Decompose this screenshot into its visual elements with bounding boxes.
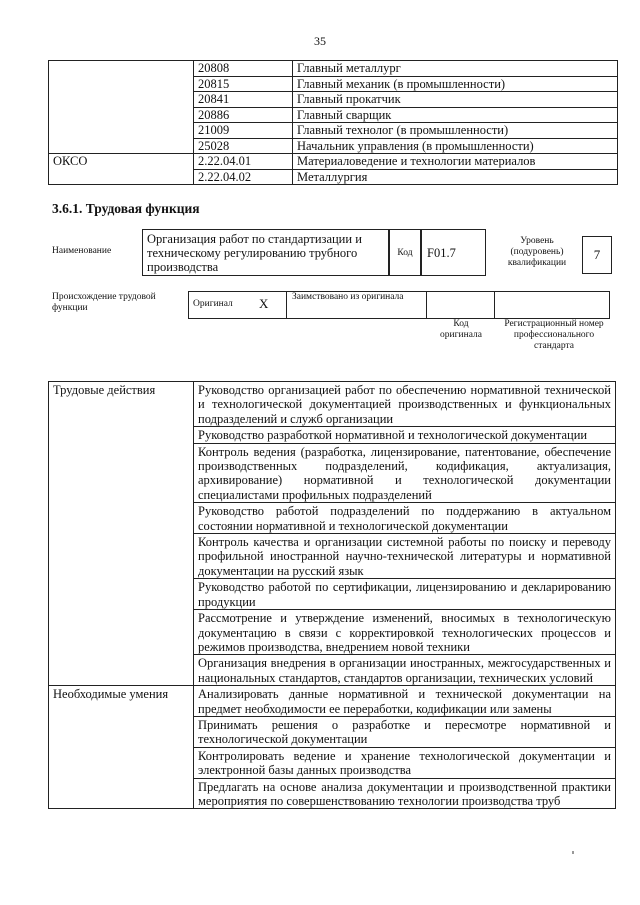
group-cell [49, 61, 194, 154]
code-value-box [420, 229, 486, 276]
name-cell: Металлургия [293, 169, 618, 185]
row-label: Трудовые действия [49, 382, 194, 686]
table-row [49, 154, 618, 170]
list-item: Руководство работой подразделений по поддержанию в актуальном состоянии нормативной и технологической документации [194, 503, 616, 534]
name-label: Наименование [52, 246, 112, 256]
page-number: 35 [314, 34, 326, 48]
level-value-box [582, 236, 612, 274]
group-cell: ОКСО [49, 154, 194, 185]
list-item: Контроль качества и организации системной работы по поиску и переводу профильной иностранной научно-технической литературы и нормативной документации на русский язык [194, 534, 616, 579]
name-value: Организация работ по стандартизации и техническому регулированию трубного производства [147, 232, 362, 274]
code-caption: Код оригинала [440, 319, 482, 340]
level-label: Уровень (подуровень) квалификации [507, 236, 567, 268]
list-item: Принимать решения о разработке и пересмотре нормативной и технологической документации [194, 716, 616, 747]
name-cell: Главный металлург [293, 61, 618, 77]
list-item: Предлагать на основе анализа документации и производственной практики мероприятия по совершенствованию технологии производства труб [194, 778, 616, 809]
code-cell: 2.22.04.01 [194, 154, 293, 170]
origin-divider [494, 291, 495, 318]
original-label: Оригинал [193, 299, 233, 309]
list-item: Руководство разработкой нормативной и технологической документации [194, 427, 616, 443]
name-value-box [142, 229, 390, 276]
code-cell: 20841 [194, 92, 293, 108]
origin-divider [426, 291, 427, 318]
code-cell: 20815 [194, 76, 293, 92]
name-cell: Главный прокатчик [293, 92, 618, 108]
reg-caption: Регистрационный номер профессионального стандарта [504, 319, 604, 351]
list-item: Анализировать данные нормативной и технической документации на предмет необходимости ее переработки, кодификации или замены [194, 686, 616, 717]
original-mark: X [259, 296, 269, 311]
level-value: 7 [593, 247, 601, 262]
code-cell: 21009 [194, 123, 293, 139]
list-item: Руководство организацией работ по обеспечению нормативной технической и технологической документацией производственных и функциональных подразделений и служб организации [194, 382, 616, 427]
name-cell: Материаловедение и технологии материалов [293, 154, 618, 170]
list-item: Контроль ведения (разработка, лицензирование, патентование, обеспечение производственных подразделений, кодификация, актуализация, архивирование) нормативной и технологической документации специалистами профильных подразделений [194, 443, 616, 503]
code-cell: 20808 [194, 61, 293, 77]
list-item: Контролировать ведение и хранение технологической документации и электронной базы данных производства [194, 747, 616, 778]
list-item: Рассмотрение и утверждение изменений, вносимых в технологическую документацию в связи с корректировкой технологических процессов и режимов производства, внедрением новой техники [194, 610, 616, 655]
name-cell: Главный механик (в промышленности) [293, 76, 618, 92]
list-item: Организация внедрения в организации иностранных, межгосударственных и национальных стандартов, стандартов организации, технических условий [194, 655, 616, 686]
borrowed-label: Заимствовано из оригинала [292, 292, 404, 302]
code-value: F01.7 [427, 246, 456, 260]
table-row [49, 61, 618, 77]
okso-table [48, 60, 618, 185]
code-cell: 25028 [194, 138, 293, 154]
row-label: Необходимые умения [49, 686, 194, 809]
section-heading: 3.6.1. Трудовая функция [52, 201, 200, 216]
scan-speck [572, 851, 574, 854]
code-label-box [388, 229, 422, 276]
origin-divider [286, 291, 287, 318]
origin-label: Происхождение трудовой функции [52, 292, 156, 313]
name-cell: Главный сварщик [293, 107, 618, 123]
labor-function-table [48, 381, 616, 809]
name-cell: Начальник управления (в промышленности) [293, 138, 618, 154]
code-label: Код [397, 248, 413, 258]
table-row [49, 382, 616, 427]
code-cell: 20886 [194, 107, 293, 123]
list-item: Руководство работой по сертификации, лицензированию и декларированию продукции [194, 579, 616, 610]
name-cell: Главный технолог (в промышленности) [293, 123, 618, 139]
code-cell: 2.22.04.02 [194, 169, 293, 185]
table-row [49, 686, 616, 717]
